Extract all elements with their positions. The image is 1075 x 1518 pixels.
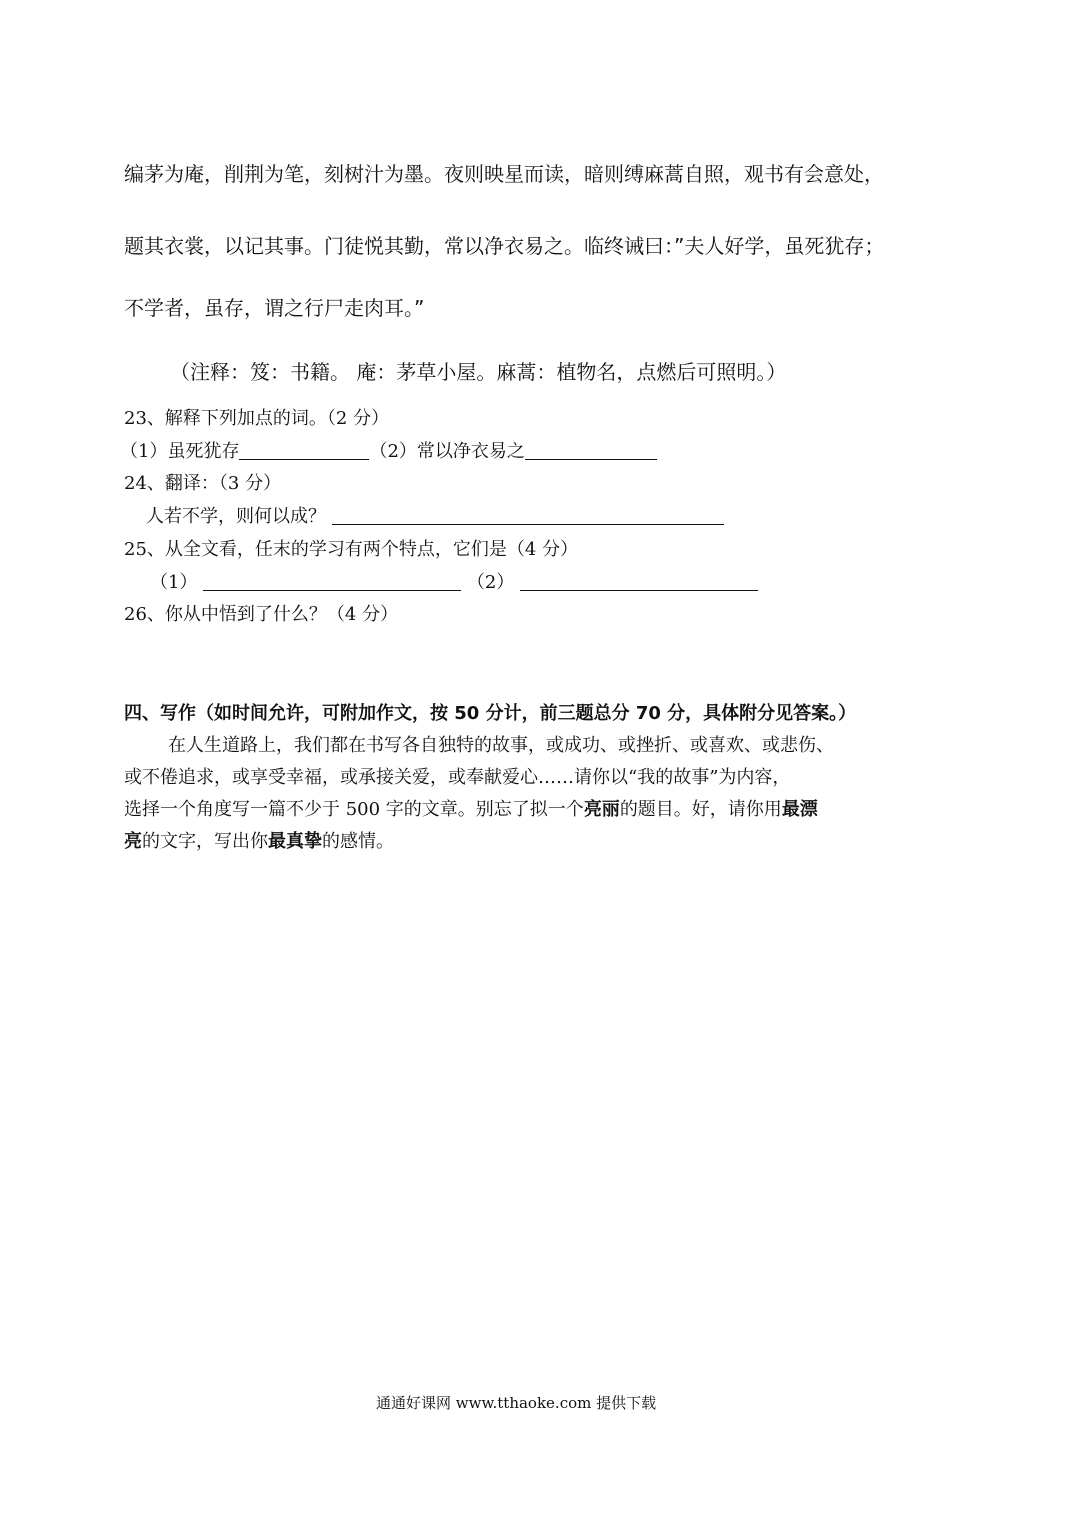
writing-prompt-line-4: [124, 827, 394, 853]
answer-blank-25-2[interactable]: [520, 572, 758, 591]
question-25-title: 25、从全文看，任末的学习有两个特点，它们是（4 分）: [124, 539, 579, 560]
writing-heading: 四、写作（如时间允许，可附加作文，按 50 分计，前三题总分 70 分，具体附分见答案。）: [124, 703, 857, 724]
question-23-title: 23、解释下列加点的词。（2 分）: [124, 408, 390, 429]
question-24-text: 人若不学，则何以成？: [146, 506, 326, 527]
question-26-title: 26、你从中悟到了什么？（4 分）: [124, 604, 399, 625]
passage-line-1: 编茅为庵，削荆为笔，刻树汁为墨。夜则映星而读，暗则缚麻蒿自照，观书有会意处，: [124, 162, 884, 186]
writing-text: 的题目。好，请你用: [619, 799, 782, 820]
answer-blank-24[interactable]: [332, 506, 724, 525]
emphasis-text: 最漂: [781, 799, 818, 820]
answer-blank-23-1[interactable]: [239, 441, 369, 460]
writing-prompt-line-1: 在人生道路上，我们都在书写各自独特的故事，或成功、或挫折、或喜欢、或悲伤、: [168, 735, 834, 756]
question-25-item-2: （2）: [466, 572, 515, 593]
passage-note: （注释：笈：书籍。 庵：茅草小屋。麻蒿：植物名，点燃后可照明。）: [170, 360, 787, 384]
passage-line-3: 不学者，虽存，谓之行尸走肉耳。”: [124, 296, 425, 320]
writing-text: 的文字，写出你: [142, 831, 268, 852]
emphasis-text: 亮: [124, 831, 142, 852]
writing-text: 选择一个角度写一篇不少于 500 字的文章。别忘了拟一个: [124, 799, 584, 820]
answer-blank-23-2[interactable]: [525, 441, 657, 460]
question-25-items: [150, 568, 758, 594]
question-23-item-1: （1）虽死犹存: [120, 441, 240, 462]
question-25-item-1: （1）: [150, 572, 198, 593]
page-footer: 通通好课网 www.tthaoke.com 提供下载: [376, 1394, 657, 1412]
passage-line-2: 题其衣裳，以记其事。门徒悦其勤，常以净衣易之。临终诫曰：”夫人好学，虽死犹存；: [124, 234, 885, 258]
writing-text: 的感情。: [322, 831, 394, 852]
question-24-body: [146, 502, 724, 528]
emphasis-text: 亮丽: [583, 799, 620, 820]
question-23-item-2: （2）常以净衣易之: [369, 441, 525, 462]
question-24-title: 24、翻译：（3 分）: [124, 473, 282, 494]
writing-prompt-line-2: 或不倦追求，或享受幸福，或承接关爱，或奉献爱心……请你以“我的故事”为内容，: [124, 767, 791, 788]
emphasis-text: 最真挚: [268, 831, 322, 852]
answer-blank-25-1[interactable]: [203, 572, 461, 591]
writing-prompt-line-3: [124, 795, 818, 821]
question-23-items: [120, 437, 657, 463]
